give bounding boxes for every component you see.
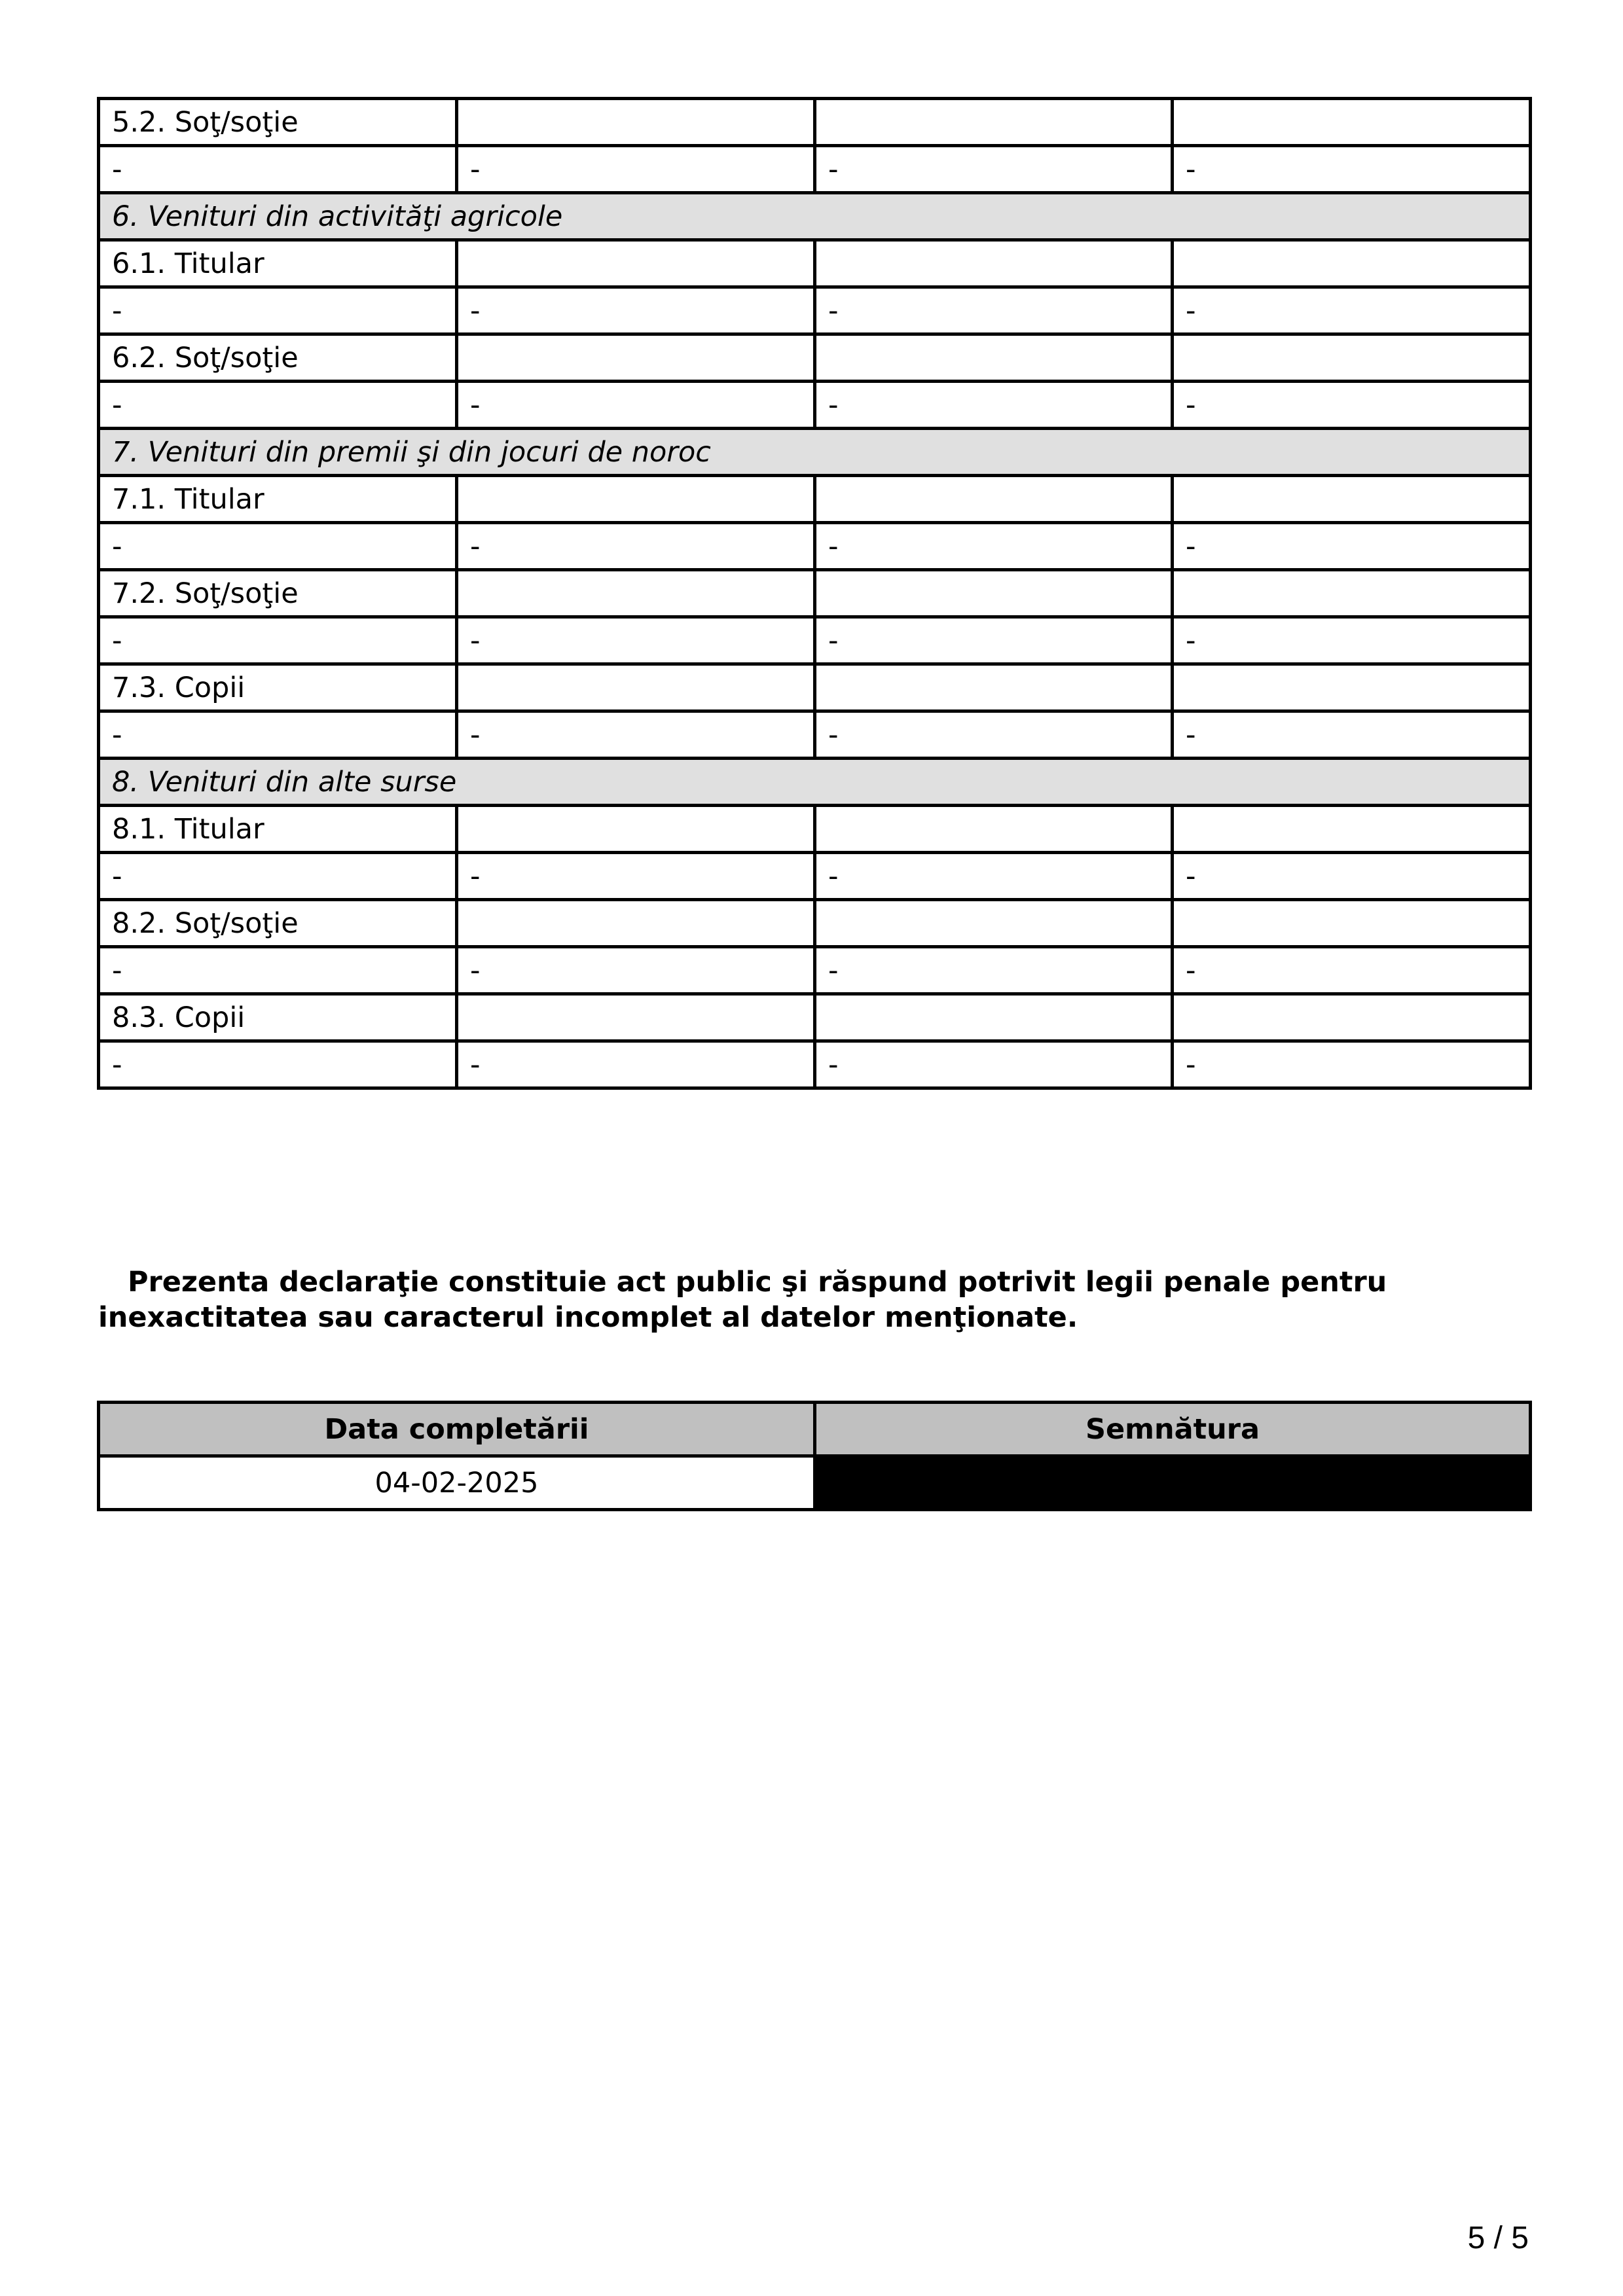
empty-cell bbox=[815, 806, 1173, 853]
table-row bbox=[99, 382, 1531, 429]
table-cell: - bbox=[1173, 146, 1531, 193]
empty-cell bbox=[815, 570, 1173, 617]
beneficiary-row bbox=[99, 240, 1531, 287]
section-title: 7. Venituri din premii şi din jocuri de noroc bbox=[99, 429, 1531, 476]
empty-cell bbox=[1173, 99, 1531, 146]
table-cell: - bbox=[1173, 382, 1531, 429]
table-cell: - bbox=[1173, 1041, 1531, 1088]
table-row bbox=[99, 617, 1531, 664]
table-cell: - bbox=[457, 523, 815, 570]
beneficiary-label: 7.2. Soţ/soţie bbox=[99, 570, 457, 617]
date-header: Data completării bbox=[99, 1403, 815, 1456]
empty-cell bbox=[815, 476, 1173, 523]
income-table-body bbox=[99, 99, 1531, 1088]
table-row bbox=[99, 523, 1531, 570]
empty-cell bbox=[457, 240, 815, 287]
table-cell: - bbox=[815, 523, 1173, 570]
table-cell: - bbox=[815, 287, 1173, 334]
table-cell: - bbox=[815, 1041, 1173, 1088]
signature-table-header-row bbox=[99, 1403, 1531, 1456]
beneficiary-label: 7.1. Titular bbox=[99, 476, 457, 523]
table-cell: - bbox=[815, 711, 1173, 759]
empty-cell bbox=[815, 900, 1173, 947]
table-cell: - bbox=[1173, 617, 1531, 664]
beneficiary-row bbox=[99, 476, 1531, 523]
section-header-row bbox=[99, 429, 1531, 476]
empty-cell bbox=[457, 664, 815, 711]
empty-cell bbox=[457, 334, 815, 382]
table-row bbox=[99, 1041, 1531, 1088]
beneficiary-label: 8.3. Copii bbox=[99, 994, 457, 1041]
table-cell: - bbox=[815, 617, 1173, 664]
empty-cell bbox=[815, 334, 1173, 382]
beneficiary-row bbox=[99, 900, 1531, 947]
table-row bbox=[99, 947, 1531, 994]
table-cell: - bbox=[457, 1041, 815, 1088]
empty-cell bbox=[815, 240, 1173, 287]
table-row bbox=[99, 146, 1531, 193]
declaration-statement: Prezenta declaraţie constituie act public şi răspund potrivit legii penale pentru inexactitatea sau caracterul incomplet al datelor menţionate. bbox=[98, 1266, 1387, 1334]
table-row bbox=[99, 287, 1531, 334]
table-row bbox=[99, 853, 1531, 900]
section-title: 6. Venituri din activităţi agricole bbox=[99, 193, 1531, 240]
table-cell: - bbox=[457, 711, 815, 759]
empty-cell bbox=[1173, 476, 1531, 523]
beneficiary-label: 6.2. Soţ/soţie bbox=[99, 334, 457, 382]
signature-header: Semnătura bbox=[815, 1403, 1531, 1456]
table-cell: - bbox=[99, 146, 457, 193]
table-cell: - bbox=[815, 146, 1173, 193]
beneficiary-row bbox=[99, 570, 1531, 617]
empty-cell bbox=[1173, 994, 1531, 1041]
beneficiary-label: 6.1. Titular bbox=[99, 240, 457, 287]
empty-cell bbox=[815, 664, 1173, 711]
beneficiary-label: 7.3. Copii bbox=[99, 664, 457, 711]
redacted-signature bbox=[815, 1456, 1531, 1510]
signature-table-value-row bbox=[99, 1456, 1531, 1510]
table-cell: - bbox=[457, 617, 815, 664]
beneficiary-row bbox=[99, 664, 1531, 711]
table-cell: - bbox=[99, 382, 457, 429]
page-number: 5 / 5 bbox=[1467, 2221, 1529, 2255]
empty-cell bbox=[815, 994, 1173, 1041]
table-cell: - bbox=[815, 947, 1173, 994]
table-cell: - bbox=[457, 382, 815, 429]
table-cell: - bbox=[457, 947, 815, 994]
empty-cell bbox=[1173, 240, 1531, 287]
empty-cell bbox=[457, 994, 815, 1041]
empty-cell bbox=[1173, 570, 1531, 617]
empty-cell bbox=[457, 570, 815, 617]
table-row bbox=[99, 711, 1531, 759]
empty-cell bbox=[1173, 900, 1531, 947]
empty-cell bbox=[1173, 334, 1531, 382]
empty-cell bbox=[457, 806, 815, 853]
table-cell: - bbox=[99, 711, 457, 759]
section-title: 8. Venituri din alte surse bbox=[99, 759, 1531, 806]
beneficiary-row bbox=[99, 99, 1531, 146]
table-cell: - bbox=[457, 287, 815, 334]
empty-cell bbox=[815, 99, 1173, 146]
table-cell: - bbox=[815, 853, 1173, 900]
section-header-row bbox=[99, 759, 1531, 806]
signature-table bbox=[97, 1401, 1532, 1511]
table-cell: - bbox=[1173, 287, 1531, 334]
table-cell: - bbox=[1173, 523, 1531, 570]
section-header-row bbox=[99, 193, 1531, 240]
table-cell: - bbox=[99, 287, 457, 334]
table-cell: - bbox=[99, 617, 457, 664]
empty-cell bbox=[1173, 806, 1531, 853]
table-cell: - bbox=[1173, 711, 1531, 759]
beneficiary-row bbox=[99, 334, 1531, 382]
table-cell: - bbox=[99, 947, 457, 994]
beneficiary-label: 8.2. Soţ/soţie bbox=[99, 900, 457, 947]
beneficiary-row bbox=[99, 806, 1531, 853]
table-cell: - bbox=[99, 523, 457, 570]
income-table bbox=[97, 97, 1532, 1090]
table-cell: - bbox=[99, 853, 457, 900]
table-cell: - bbox=[1173, 947, 1531, 994]
table-cell: - bbox=[1173, 853, 1531, 900]
empty-cell bbox=[1173, 664, 1531, 711]
table-cell: - bbox=[457, 853, 815, 900]
empty-cell bbox=[457, 900, 815, 947]
beneficiary-label: 8.1. Titular bbox=[99, 806, 457, 853]
beneficiary-label: 5.2. Soţ/soţie bbox=[99, 99, 457, 146]
empty-cell bbox=[457, 99, 815, 146]
table-cell: - bbox=[815, 382, 1173, 429]
beneficiary-row bbox=[99, 994, 1531, 1041]
table-cell: - bbox=[99, 1041, 457, 1088]
table-cell: - bbox=[457, 146, 815, 193]
completion-date: 04-02-2025 bbox=[99, 1456, 815, 1510]
empty-cell bbox=[457, 476, 815, 523]
